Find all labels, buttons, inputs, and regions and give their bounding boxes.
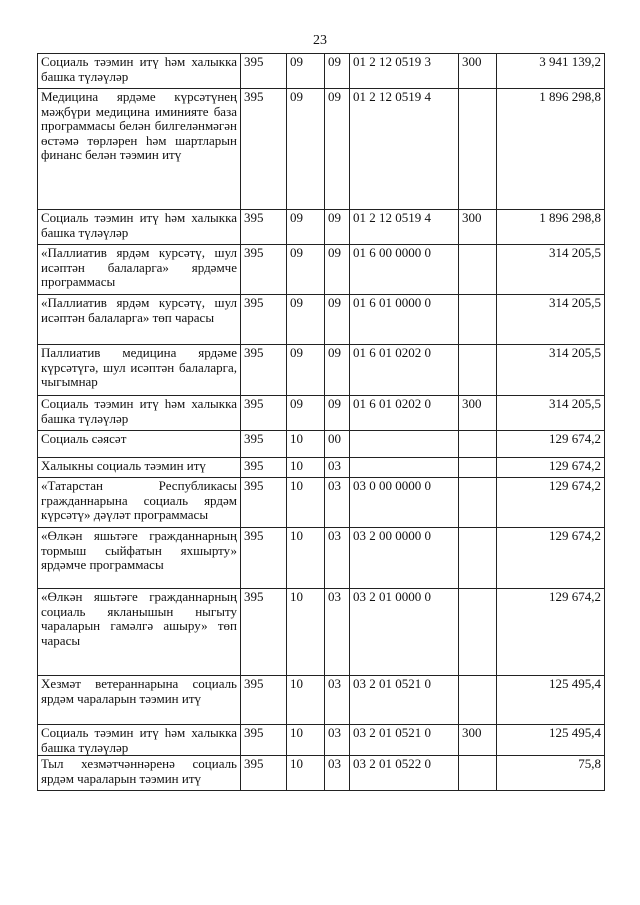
page-number: 23	[313, 33, 327, 48]
subsection-code-cell: 03	[325, 676, 350, 725]
row-name-cell: Паллиатив медицина ярдәме күрсәтүгә, шул исәптән балаларга, чыгымнар	[38, 345, 241, 396]
target-article-cell	[350, 431, 459, 458]
section-code-cell: 09	[287, 210, 325, 245]
amount-cell: 129 674,2	[497, 528, 605, 589]
row-name-cell: «Өлкән яшьтәге гражданнарның социаль якланышын ныгыту чараларын гамәлгә ашыру» төп чарасы	[38, 589, 241, 676]
ministry-code-cell: 395	[241, 345, 287, 396]
ministry-code-cell: 395	[241, 245, 287, 295]
subsection-code-cell: 00	[325, 431, 350, 458]
expense-type-cell	[459, 89, 497, 210]
ministry-code-cell: 395	[241, 396, 287, 431]
row-name-cell: Социаль тәэмин итү һәм халыкка башка түләүләр	[38, 725, 241, 756]
amount-cell: 75,8	[497, 756, 605, 791]
target-article-cell: 03 2 01 0521 0	[350, 676, 459, 725]
table-row	[38, 345, 605, 396]
budget-table	[37, 53, 605, 791]
expense-type-cell	[459, 458, 497, 478]
amount-cell: 314 205,5	[497, 396, 605, 431]
table-row	[38, 458, 605, 478]
table-row	[38, 756, 605, 791]
subsection-code-cell: 09	[325, 210, 350, 245]
amount-cell: 314 205,5	[497, 295, 605, 345]
target-article-cell: 01 2 12 0519 4	[350, 89, 459, 210]
expense-type-cell	[459, 589, 497, 676]
target-article-cell: 03 2 01 0000 0	[350, 589, 459, 676]
target-article-cell: 03 2 01 0522 0	[350, 756, 459, 791]
ministry-code-cell: 395	[241, 295, 287, 345]
expense-type-cell	[459, 245, 497, 295]
subsection-code-cell: 03	[325, 725, 350, 756]
expense-type-cell: 300	[459, 396, 497, 431]
row-name-cell: Хезмәт ветераннарына социаль ярдәм чараларын тәэмин итү	[38, 676, 241, 725]
amount-cell: 129 674,2	[497, 478, 605, 528]
expense-type-cell	[459, 431, 497, 458]
target-article-cell: 01 6 00 0000 0	[350, 245, 459, 295]
subsection-code-cell: 09	[325, 345, 350, 396]
target-article-cell: 03 0 00 0000 0	[350, 478, 459, 528]
row-name-cell: «Өлкән яшьтәге гражданнарның тормыш сыйфатын яхшырту» ярдәмче программасы	[38, 528, 241, 589]
ministry-code-cell: 395	[241, 210, 287, 245]
subsection-code-cell: 03	[325, 589, 350, 676]
target-article-cell: 01 6 01 0000 0	[350, 295, 459, 345]
amount-cell: 129 674,2	[497, 458, 605, 478]
target-article-cell: 03 2 01 0521 0	[350, 725, 459, 756]
row-name-cell: Социаль тәэмин итү һәм халыкка башка түләүләр	[38, 54, 241, 89]
subsection-code-cell: 09	[325, 89, 350, 210]
target-article-cell	[350, 458, 459, 478]
subsection-code-cell: 03	[325, 458, 350, 478]
amount-cell: 3 941 139,2	[497, 54, 605, 89]
row-name-cell: Тыл хезмәтчәннәренә социаль ярдәм чараларын тәэмин итү	[38, 756, 241, 791]
target-article-cell: 01 2 12 0519 3	[350, 54, 459, 89]
table-row	[38, 725, 605, 756]
ministry-code-cell: 395	[241, 589, 287, 676]
table-row	[38, 589, 605, 676]
amount-cell: 314 205,5	[497, 245, 605, 295]
expense-type-cell	[459, 756, 497, 791]
table-row	[38, 676, 605, 725]
section-code-cell: 09	[287, 345, 325, 396]
expense-type-cell: 300	[459, 210, 497, 245]
amount-cell: 314 205,5	[497, 345, 605, 396]
section-code-cell: 10	[287, 756, 325, 791]
table-row	[38, 396, 605, 431]
row-name-cell: Халыкны социаль тәэмин итү	[38, 458, 241, 478]
ministry-code-cell: 395	[241, 478, 287, 528]
expense-type-cell: 300	[459, 725, 497, 756]
expense-type-cell	[459, 676, 497, 725]
section-code-cell: 09	[287, 295, 325, 345]
section-code-cell: 09	[287, 396, 325, 431]
target-article-cell: 01 2 12 0519 4	[350, 210, 459, 245]
target-article-cell: 03 2 00 0000 0	[350, 528, 459, 589]
section-code-cell: 10	[287, 431, 325, 458]
target-article-cell: 01 6 01 0202 0	[350, 345, 459, 396]
table-row	[38, 245, 605, 295]
row-name-cell: Медицина ярдәме күрсәтүнең мәҗбүри медицина иминияте база программасы белән билгеләнмәгән өстәмә төрләрен һәм шартларын финанс белән тәэмин итү	[38, 89, 241, 210]
amount-cell: 129 674,2	[497, 589, 605, 676]
row-name-cell: Социаль тәэмин итү һәм халыкка башка түләүләр	[38, 210, 241, 245]
table-row	[38, 210, 605, 245]
row-name-cell: «Паллиатив ярдәм курсәтү, шул исәптән балаларга» төп чарасы	[38, 295, 241, 345]
expense-type-cell	[459, 528, 497, 589]
amount-cell: 129 674,2	[497, 431, 605, 458]
amount-cell: 125 495,4	[497, 725, 605, 756]
ministry-code-cell: 395	[241, 54, 287, 89]
subsection-code-cell: 09	[325, 54, 350, 89]
target-article-cell: 01 6 01 0202 0	[350, 396, 459, 431]
section-code-cell: 10	[287, 528, 325, 589]
subsection-code-cell: 09	[325, 396, 350, 431]
budget-table-body	[38, 54, 605, 791]
expense-type-cell	[459, 295, 497, 345]
section-code-cell: 10	[287, 589, 325, 676]
table-row	[38, 54, 605, 89]
subsection-code-cell: 03	[325, 756, 350, 791]
table-row	[38, 431, 605, 458]
ministry-code-cell: 395	[241, 676, 287, 725]
subsection-code-cell: 09	[325, 245, 350, 295]
ministry-code-cell: 395	[241, 431, 287, 458]
section-code-cell: 09	[287, 245, 325, 295]
expense-type-cell	[459, 345, 497, 396]
table-row	[38, 89, 605, 210]
ministry-code-cell: 395	[241, 756, 287, 791]
expense-type-cell: 300	[459, 54, 497, 89]
row-name-cell: «Паллиатив ярдәм курсәтү, шул исәптән балаларга» ярдәмче программасы	[38, 245, 241, 295]
ministry-code-cell: 395	[241, 89, 287, 210]
amount-cell: 1 896 298,8	[497, 89, 605, 210]
ministry-code-cell: 395	[241, 528, 287, 589]
table-row	[38, 295, 605, 345]
subsection-code-cell: 03	[325, 478, 350, 528]
ministry-code-cell: 395	[241, 725, 287, 756]
section-code-cell: 09	[287, 89, 325, 210]
section-code-cell: 10	[287, 478, 325, 528]
section-code-cell: 09	[287, 54, 325, 89]
expense-type-cell	[459, 478, 497, 528]
section-code-cell: 10	[287, 725, 325, 756]
subsection-code-cell: 03	[325, 528, 350, 589]
amount-cell: 1 896 298,8	[497, 210, 605, 245]
row-name-cell: «Татарстан Республикасы гражданнарына социаль ярдәм күрсәтү» дәүләт программасы	[38, 478, 241, 528]
table-row	[38, 478, 605, 528]
ministry-code-cell: 395	[241, 458, 287, 478]
row-name-cell: Социаль тәэмин итү һәм халыкка башка түләүләр	[38, 396, 241, 431]
section-code-cell: 10	[287, 458, 325, 478]
subsection-code-cell: 09	[325, 295, 350, 345]
amount-cell: 125 495,4	[497, 676, 605, 725]
table-row	[38, 528, 605, 589]
section-code-cell: 10	[287, 676, 325, 725]
row-name-cell: Социаль сәясәт	[38, 431, 241, 458]
